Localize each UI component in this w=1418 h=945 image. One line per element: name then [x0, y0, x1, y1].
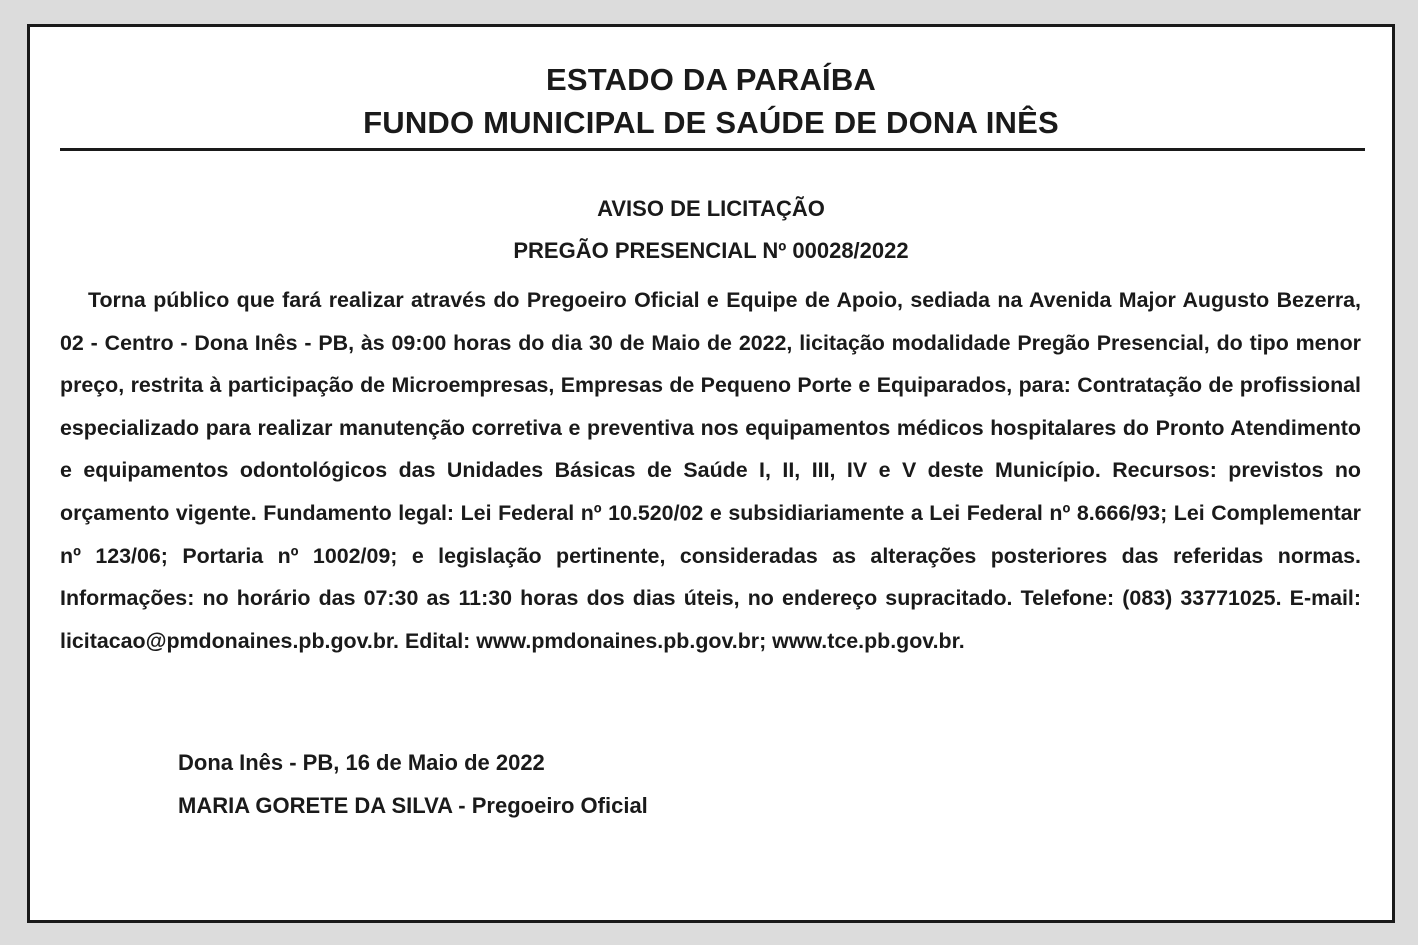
header-fund-name: FUNDO MUNICIPAL DE SAÚDE DE DONA INÊS: [363, 105, 1059, 140]
notice-subtitle: PREGÃO PRESENCIAL Nº 00028/2022: [513, 238, 909, 263]
notice-frame: [27, 24, 1395, 923]
header-divider: [60, 148, 1365, 151]
signature-place-date: Dona Inês - PB, 16 de Maio de 2022: [178, 750, 545, 775]
header-state-name: ESTADO DA PARAÍBA: [545, 62, 877, 97]
signature-signatory: MARIA GORETE DA SILVA - Pregoeiro Oficial: [178, 793, 648, 818]
notice-title: AVISO DE LICITAÇÃO: [597, 196, 825, 221]
notice-body: Torna público que fará realizar através do Pregoeiro Oficial e Equipe de Apoio, sediada na Avenida Major Augusto Bezerra, 02 - Centro - Dona Inês - PB, às 09:00 horas do dia 30 de Maio de 2022, licitação modalidade Pregão Presencial, do tipo menor preço, restrita à participação de Microempresas, Empresas de Pequeno Porte e Equiparados, para: Contratação de profissional especializado para realizar manutenção corretiva e preventiva nos equipamentos médicos hospitalares do Pronto Atendimento e equipamentos odontológicos das Unidades Básicas de Saúde I, II, III, IV e V deste Município. Recursos: previstos no orçamento vigente. Fundamento legal: Lei Federal nº 10.520/02 e subsidiariamente a Lei Federal nº 8.666/93; Lei Complementar nº 123/06; Portaria nº 1002/09; e legislação pertinente, consideradas as alterações posteriores das referidas normas. Informações: no horário das 07:30 as 11:30 horas dos dias úteis, no endereço supracitado. Telefone: (083) 33771025. E-mail: licitacao@pmdonaines.pb.gov.br. Edital: www.pmdonaines.pb.gov.br; www.tce.pb.gov.br.: [60, 288, 1361, 653]
